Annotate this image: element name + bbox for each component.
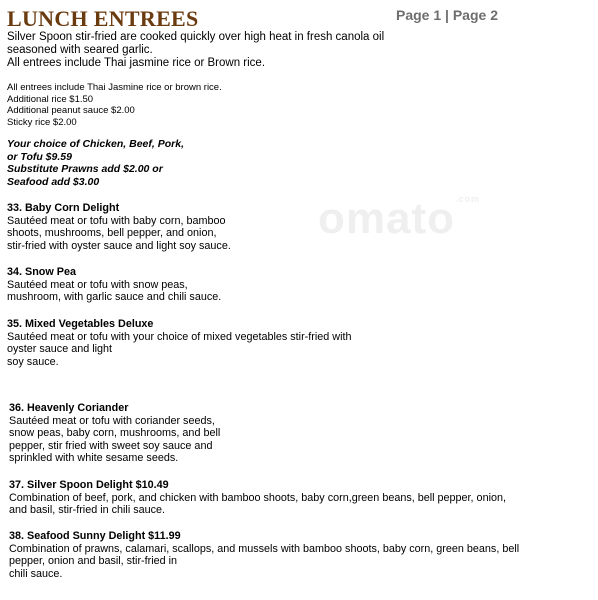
menu-item-desc: mushroom, with garlic sauce and chili sauce. [7,291,222,304]
menu-item-desc: shoots, mushrooms, bell pepper, and onion, [7,227,217,240]
menu-item-name: 38. Seafood Sunny Delight $11.99 [9,530,181,542]
page-2-link[interactable]: Page 2 [452,7,498,23]
menu-item-snow-pea [7,266,221,304]
menu-item-desc: sprinkled with white sesame seeds. [9,452,179,465]
menu-item-name: 34. Snow Pea [7,266,77,278]
menu-item-name: 33. Baby Corn Delight [7,202,120,214]
protein-choice-note [7,138,184,188]
menu-item-name: 37. Silver Spoon Delight $10.49 [9,479,169,491]
menu-item-desc: Sautéed meat or tofu with coriander seeds, [9,414,215,427]
menu-item-desc: and basil, stir-fried in chili sauce. [9,504,166,517]
page-1-link[interactable]: Page 1 [396,7,442,23]
menu-item-desc: pepper, onion and basil, stir-fried in [9,555,178,568]
choice-line: Seafood add $3.00 [7,175,100,188]
rice-option-line: All entrees include Thai Jasmine rice or brown rice. [7,82,222,93]
menu-item-desc: Combination of prawns, calamari, scallops, and mussels with bamboo shoots, baby corn, green beans, bell [9,542,520,555]
menu-item-mixed-vegetables-deluxe [7,318,351,368]
choice-line: Your choice of Chicken, Beef, Pork, [7,138,184,150]
intro-line: seasoned with seared garlic. [7,44,153,56]
menu-item-desc: pepper, stir fried with sweet soy sauce and [9,439,213,452]
menu-item-heavenly-coriander [9,402,220,465]
menu-item-name: 35. Mixed Vegetables Deluxe [7,318,154,330]
menu-item-desc: Sautéed meat or tofu with baby corn, bamboo [7,214,226,227]
choice-line: Substitute Prawns add $2.00 or [7,163,163,176]
watermark [318,194,480,244]
menu-item-baby-corn-delight [7,202,231,252]
rice-option-line: Additional peanut sauce $2.00 [7,105,135,116]
menu-item-desc: stir-fried with oyster sauce and light soy sauce. [7,239,231,252]
menu-item-seafood-sunny-delight [9,530,519,580]
intro-line: All entrees include Thai jasmine rice or Brown rice. [7,57,266,69]
menu-item-silver-spoon-delight [9,479,506,517]
choice-line: or Tofu $9.59 [7,150,72,163]
pagination [396,7,498,23]
watermark-suffix: .com [455,194,481,204]
page-title: LUNCH ENTREES [7,6,199,31]
rice-option-line: Additional rice $1.50 [7,93,94,105]
menu-item-desc: snow peas, baby corn, mushrooms, and bell [9,427,221,440]
watermark-text: omato [318,194,455,243]
intro-line: Silver Spoon stir-fried are cooked quickly over high heat in fresh canola oil [7,31,385,43]
menu-item-desc: chili sauce. [9,567,63,580]
menu-item-desc: soy sauce. [7,355,59,368]
menu-item-desc: Sautéed meat or tofu with snow peas, [7,278,188,291]
menu-item-desc: oyster sauce and light [7,343,113,356]
menu-item-desc: Sautéed meat or tofu with your choice of mixed vegetables stir-fried with [7,330,352,343]
intro-paragraph [7,31,397,70]
rice-option-line: Sticky rice $2.00 [7,116,77,128]
menu-item-name: 36. Heavenly Coriander [9,402,129,414]
rice-options [7,82,222,128]
pager-separator: | [445,7,449,23]
menu-item-desc: Combination of beef, pork, and chicken with bamboo shoots, baby corn,green beans, bell pepper, onion, [9,491,506,504]
